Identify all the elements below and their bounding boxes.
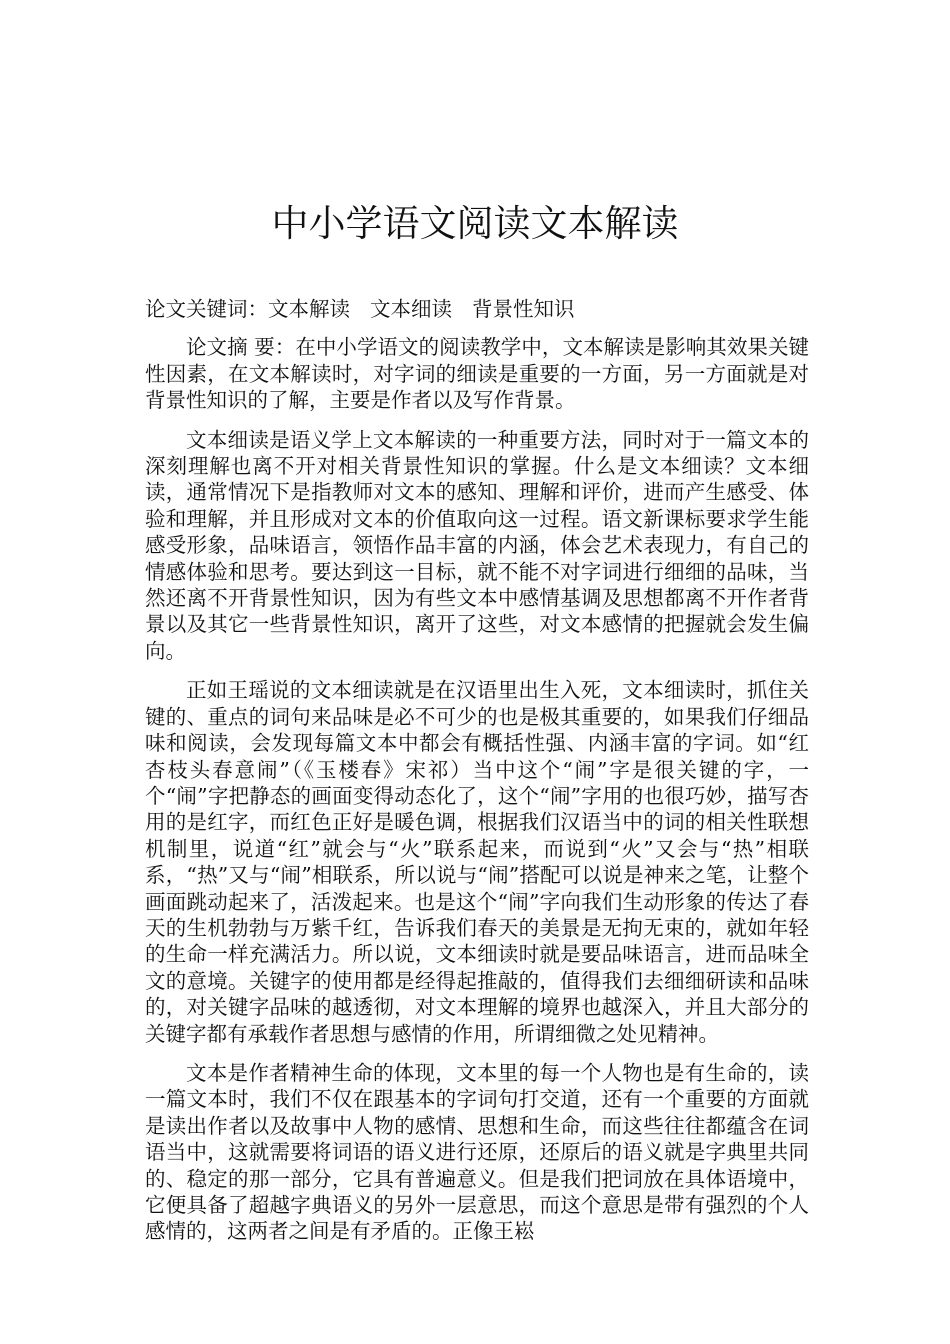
body-paragraph-3: 文本是作者精神生命的体现，文本里的每一个人物也是有生命的，读一篇文本时，我们不仅在跟基本的字词句打交道，还有一个重要的方面就是读出作者以及故事中人物的感情、思想和生命，而这些往往都蕴含在词语当中，这就需要将词语的语义进行还原，还原后的语义就是字典里共同的、稳定的那一部分，它具有普遍意义。但是我们把词放在具体语境中，它便具备了超越字典语义的另外一层意思，而这个意思是带有强烈的个人感情的，这两者之间是有矛盾的。正像王崧 bbox=[145, 1060, 809, 1244]
body-paragraph-1: 文本细读是语义学上文本解读的一种重要方法，同时对于一篇文本的深刻理解也离不开对相关背景性知识的掌握。什么是文本细读？文本细读，通常情况下是指教师对文本的感知、理解和评价，进而产生感受、体验和理解，并且形成对文本的价值取向这一过程。语文新课标要求学生能感受形象，品味语言，领悟作品丰富的内涵，体会艺术表现力，有自己的情感体验和思考。要达到这一目标，就不能不对字词进行细细的品味，当然还离不开背景性知识，因为有些文本中感情基调及思想都离不开作者背景以及其它一些背景性知识，离开了这些，对文本感情的把握就会发生偏向。 bbox=[145, 427, 809, 663]
abstract-paragraph: 论文摘 要：在中小学语文的阅读教学中，文本解读是影响其效果关键性因素，在文本解读时，对字词的细读是重要的一方面，另一方面就是对背景性知识的了解，主要是作者以及写作背景。 bbox=[145, 335, 809, 413]
keywords-label: 论文关键词： bbox=[145, 297, 268, 321]
keyword-3: 背景性知识 bbox=[472, 297, 575, 321]
keywords-line bbox=[145, 296, 809, 322]
document-title: 中小学语文阅读文本解读 bbox=[271, 202, 679, 245]
keyword-1: 文本解读 bbox=[268, 297, 350, 321]
keyword-2: 文本细读 bbox=[370, 297, 452, 321]
document-body bbox=[145, 296, 809, 1258]
body-paragraph-2: 正如王瑶说的文本细读就是在汉语里出生入死，文本细读时，抓住关键的、重点的词句来品味是必不可少的也是极其重要的，如果我们仔细品味和阅读，会发现每篇文本中都会有概括性强、内涵丰富的字词。如“红杏枝头春意闹”（《玉楼春》宋祁）当中这个“闹”字是很关键的字，一个“闹”字把静态的画面变得动态化了，这个“闹”字用的也很巧妙，描写杏用的是红字，而红色正好是暖色调，根据我们汉语当中的词的相关性联想机制里，说道“红”就会与“火”联系起来，而说到“火”又会与“热”相联系，“热”又与“闹”相联系，所以说与“闹”搭配可以说是神来之笔，让整个画面跳动起来了，活泼起来。也是这个“闹”字向我们生动形象的传达了春天的生机勃勃与万紫千红，告诉我们春天的美景是无拘无束的，就如年轻的生命一样充满活力。所以说，文本细读时就是要品味语言，进而品味全文的意境。关键字的使用都是经得起推敲的，值得我们去细细研读和品味的，对关键字品味的越透彻，对文本理解的境界也越深入，并且大部分的关键字都有承载作者思想与感情的作用，所谓细微之处见精神。 bbox=[145, 678, 809, 1046]
